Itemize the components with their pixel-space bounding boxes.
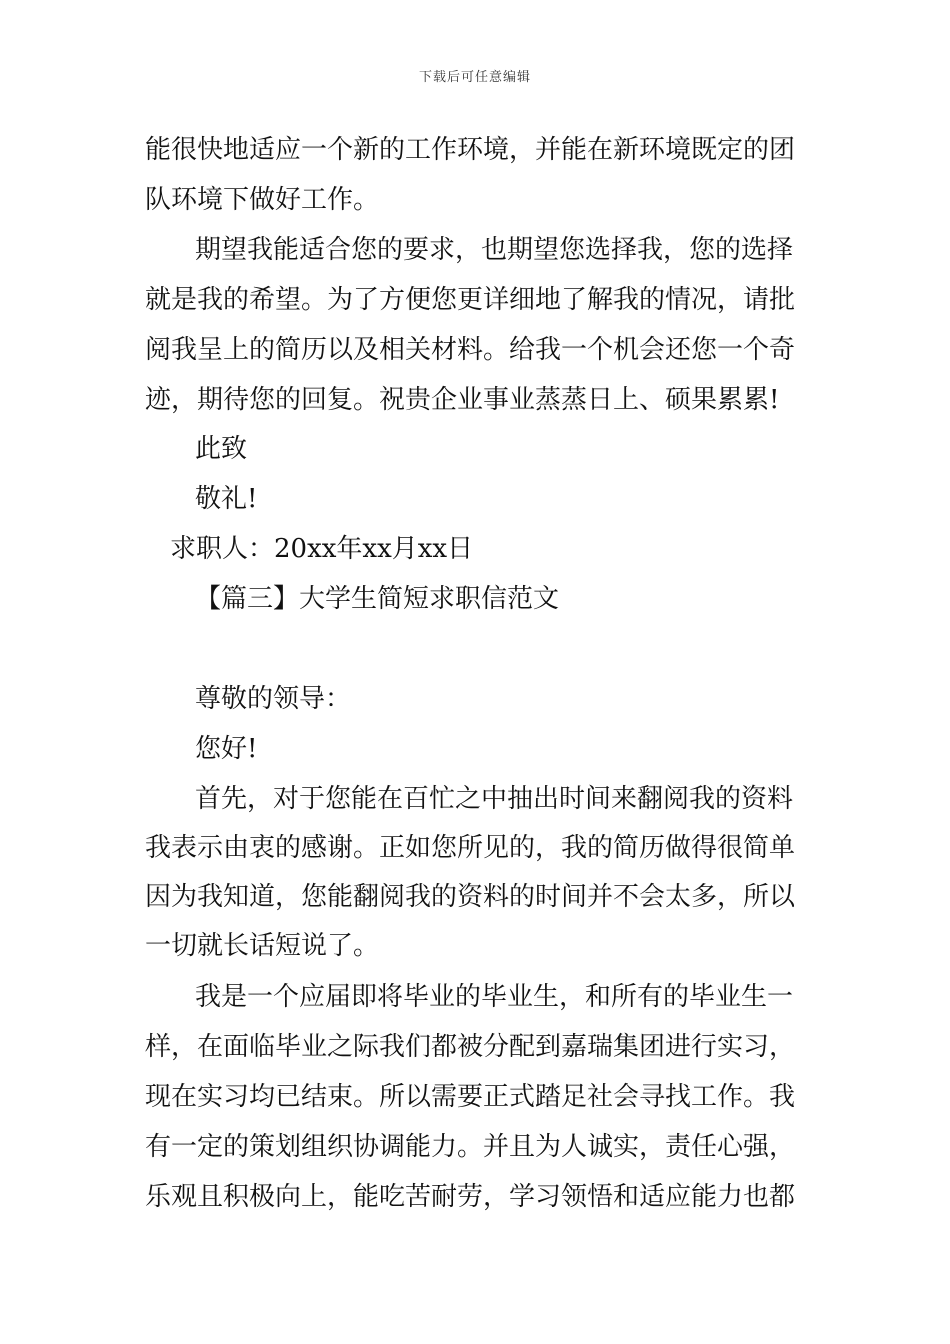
paragraph-line: 迹，期待您的回复。祝贵企业事业蒸蒸日上、硕果累累!	[145, 385, 780, 415]
closing-line: 敬礼!	[195, 484, 258, 514]
paragraph-line: 一切就长话短说了。	[145, 931, 380, 961]
page-header: 下载后可任意编辑	[418, 70, 531, 85]
greeting-line: 您好!	[195, 734, 258, 764]
paragraph-line: 就是我的希望。为了方便您更详细地了解我的情况，请批	[145, 285, 796, 315]
paragraph-line: 队环境下做好工作。	[145, 185, 380, 215]
signature-line: 求职人：20xx年xx月xx日	[170, 534, 474, 564]
paragraph-line: 阅我呈上的简历以及相关材料。给我一个机会还您一个奇	[145, 335, 796, 365]
paragraph-line: 有一定的策划组织协调能力。并且为人诚实，责任心强，	[145, 1132, 796, 1162]
paragraph-line: 现在实习均已结束。所以需要正式踏足社会寻找工作。我	[145, 1082, 796, 1112]
paragraph-line: 我是一个应届即将毕业的毕业生，和所有的毕业生一	[195, 982, 794, 1012]
paragraph-line: 期望我能适合您的要求，也期望您选择我，您的选择	[195, 235, 794, 265]
paragraph-line: 我表示由衷的感谢。正如您所见的，我的简历做得很简单	[145, 833, 796, 863]
paragraph-line: 首先，对于您能在百忙之中抽出时间来翻阅我的资料	[195, 784, 794, 814]
paragraph-line: 因为我知道，您能翻阅我的资料的时间并不会太多，所以	[145, 882, 796, 912]
salutation-line: 尊敬的领导：	[195, 684, 352, 714]
paragraph-line: 样，在面临毕业之际我们都被分配到嘉瑞集团进行实习，	[145, 1032, 796, 1062]
closing-line: 此致	[195, 434, 248, 464]
section-title: 【篇三】大学生简短求职信范文	[195, 584, 560, 614]
paragraph-line: 能很快地适应一个新的工作环境，并能在新环境既定的团	[145, 135, 796, 165]
paragraph-line: 乐观且积极向上，能吃苦耐劳，学习领悟和适应能力也都	[145, 1182, 796, 1212]
